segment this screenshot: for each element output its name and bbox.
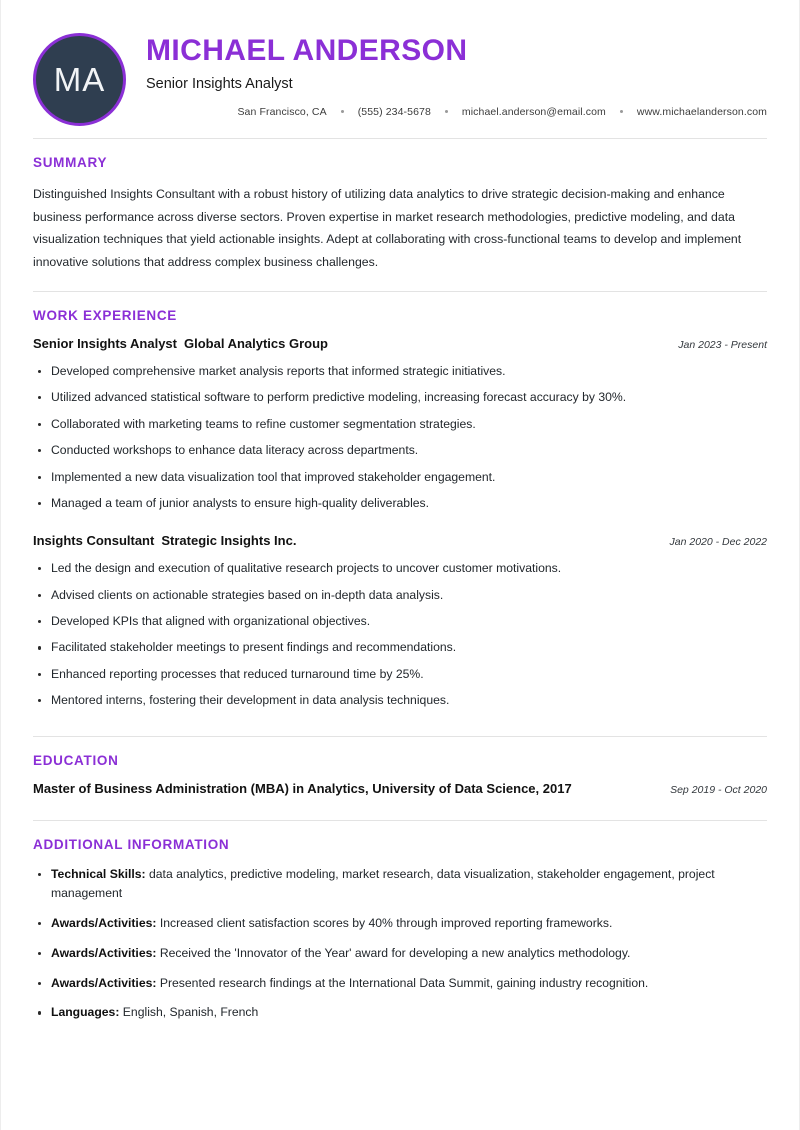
work-entry-company: Global Analytics Group <box>184 336 328 351</box>
header-job-title: Senior Insights Analyst <box>146 76 293 92</box>
work-entry-job-title: Senior Insights Analyst <box>33 336 177 351</box>
list-item: Facilitated stakeholder meetings to present findings and recommendations. <box>33 638 767 657</box>
section-heading-summary: SUMMARY <box>33 155 108 170</box>
work-entry-company: Strategic Insights Inc. <box>161 533 297 549</box>
list-item <box>33 1003 767 1023</box>
contact-location: San Francisco, CA <box>237 105 327 118</box>
education-entry-date: Sep 2019 - Oct 2020 <box>670 783 767 796</box>
additional-information-list <box>33 865 767 1024</box>
additional-information-body <box>33 865 767 1042</box>
info-text: Received the 'Innovator of the Year' award for developing a new analytics methodology. <box>159 945 631 960</box>
contact-separator-icon <box>620 110 623 113</box>
education-entry-header <box>33 781 767 798</box>
list-item <box>33 865 767 905</box>
section-heading-additional-information: ADDITIONAL INFORMATION <box>33 836 230 852</box>
contact-website[interactable]: www.michaelanderson.com <box>636 105 767 118</box>
section-heading-education: EDUCATION <box>33 752 119 768</box>
info-text: Presented research findings at the International Data Summit, gaining industry recognition. <box>159 975 649 990</box>
work-entry-bullets <box>33 362 767 513</box>
section-heading-work-experience: WORK EXPERIENCE <box>33 308 178 323</box>
info-text: data analytics, predictive modeling, market research, data visualization, stakeholder engagement, project management <box>51 866 715 901</box>
contact-row <box>146 106 767 118</box>
education-degree: Master of Business Administration (MBA) in Analytics, University of Data Science, 2017 <box>33 780 572 796</box>
section-additional-information <box>33 821 767 1042</box>
work-entry-header <box>33 533 767 550</box>
summary-body <box>33 183 767 291</box>
info-label: Languages: <box>51 1005 120 1020</box>
list-item: Managed a team of junior analysts to ensure high-quality deliverables. <box>33 494 767 513</box>
info-label: Awards/Activities: <box>51 975 157 990</box>
header-text-block <box>146 30 767 118</box>
work-entry-header <box>33 336 767 353</box>
avatar <box>33 33 126 126</box>
list-item: Implemented a new data visualization tool that improved stakeholder engagement. <box>33 468 767 487</box>
contact-email[interactable]: michael.anderson@email.com <box>461 105 606 118</box>
list-item: Developed comprehensive market analysis reports that informed strategic initiatives. <box>33 362 767 381</box>
info-text: Increased client satisfaction scores by 40% through improved reporting frameworks. <box>159 916 613 931</box>
list-item: Advised clients on actionable strategies based on in-depth data analysis. <box>33 586 767 605</box>
entry-spacer <box>33 520 767 533</box>
list-item: Led the design and execution of qualitative research projects to uncover customer motivations. <box>33 559 767 578</box>
work-entry-date: Jan 2023 - Present <box>678 339 767 351</box>
education-body <box>33 781 767 820</box>
list-item: Utilized advanced statistical software to perform predictive modeling, increasing forecast accuracy by 30%. <box>33 388 767 407</box>
summary-text: Distinguished Insights Consultant with a robust history of utilizing data analytics to drive strategic decision-making and enhance business performance across diverse sectors. Proven expertise in market research methodologies, predictive modeling, and data visualization techniques that yield actionable insights. Adept at collaborating with cross-functional teams to develop and implement innovative solutions that address complex business challenges. <box>33 187 742 269</box>
contact-phone[interactable]: (555) 234-5678 <box>357 105 431 118</box>
work-experience-body <box>33 336 767 736</box>
contact-separator-icon <box>445 110 448 113</box>
list-item: Mentored interns, fostering their development in data analysis techniques. <box>33 691 767 710</box>
education-entry <box>33 781 767 798</box>
list-item: Enhanced reporting processes that reduced turnaround time by 25%. <box>33 665 767 684</box>
work-entry <box>33 533 767 710</box>
work-entry-job-title: Insights Consultant <box>33 533 155 549</box>
section-summary <box>33 139 767 291</box>
avatar-initials: MA <box>53 61 106 98</box>
section-work-experience <box>33 292 767 736</box>
info-text: English, Spanish, French <box>122 1005 259 1020</box>
page-title: MICHAEL ANDERSON <box>146 34 468 67</box>
info-label: Awards/Activities: <box>51 916 157 931</box>
list-item <box>33 974 767 994</box>
section-education <box>33 737 767 820</box>
info-label: Awards/Activities: <box>51 945 157 960</box>
list-item: Collaborated with marketing teams to refine customer segmentation strategies. <box>33 415 767 434</box>
work-entry <box>33 336 767 513</box>
work-entry-date: Jan 2020 - Dec 2022 <box>669 536 767 549</box>
resume-header <box>33 30 767 138</box>
list-item <box>33 914 767 934</box>
list-item <box>33 944 767 964</box>
work-entry-title <box>33 336 328 353</box>
list-item: Developed KPIs that aligned with organizational objectives. <box>33 612 767 631</box>
info-label: Technical Skills: <box>51 866 146 881</box>
work-entry-bullets <box>33 559 767 710</box>
work-entry-title <box>33 533 296 550</box>
contact-separator-icon <box>341 110 344 113</box>
list-item: Conducted workshops to enhance data literacy across departments. <box>33 441 767 460</box>
